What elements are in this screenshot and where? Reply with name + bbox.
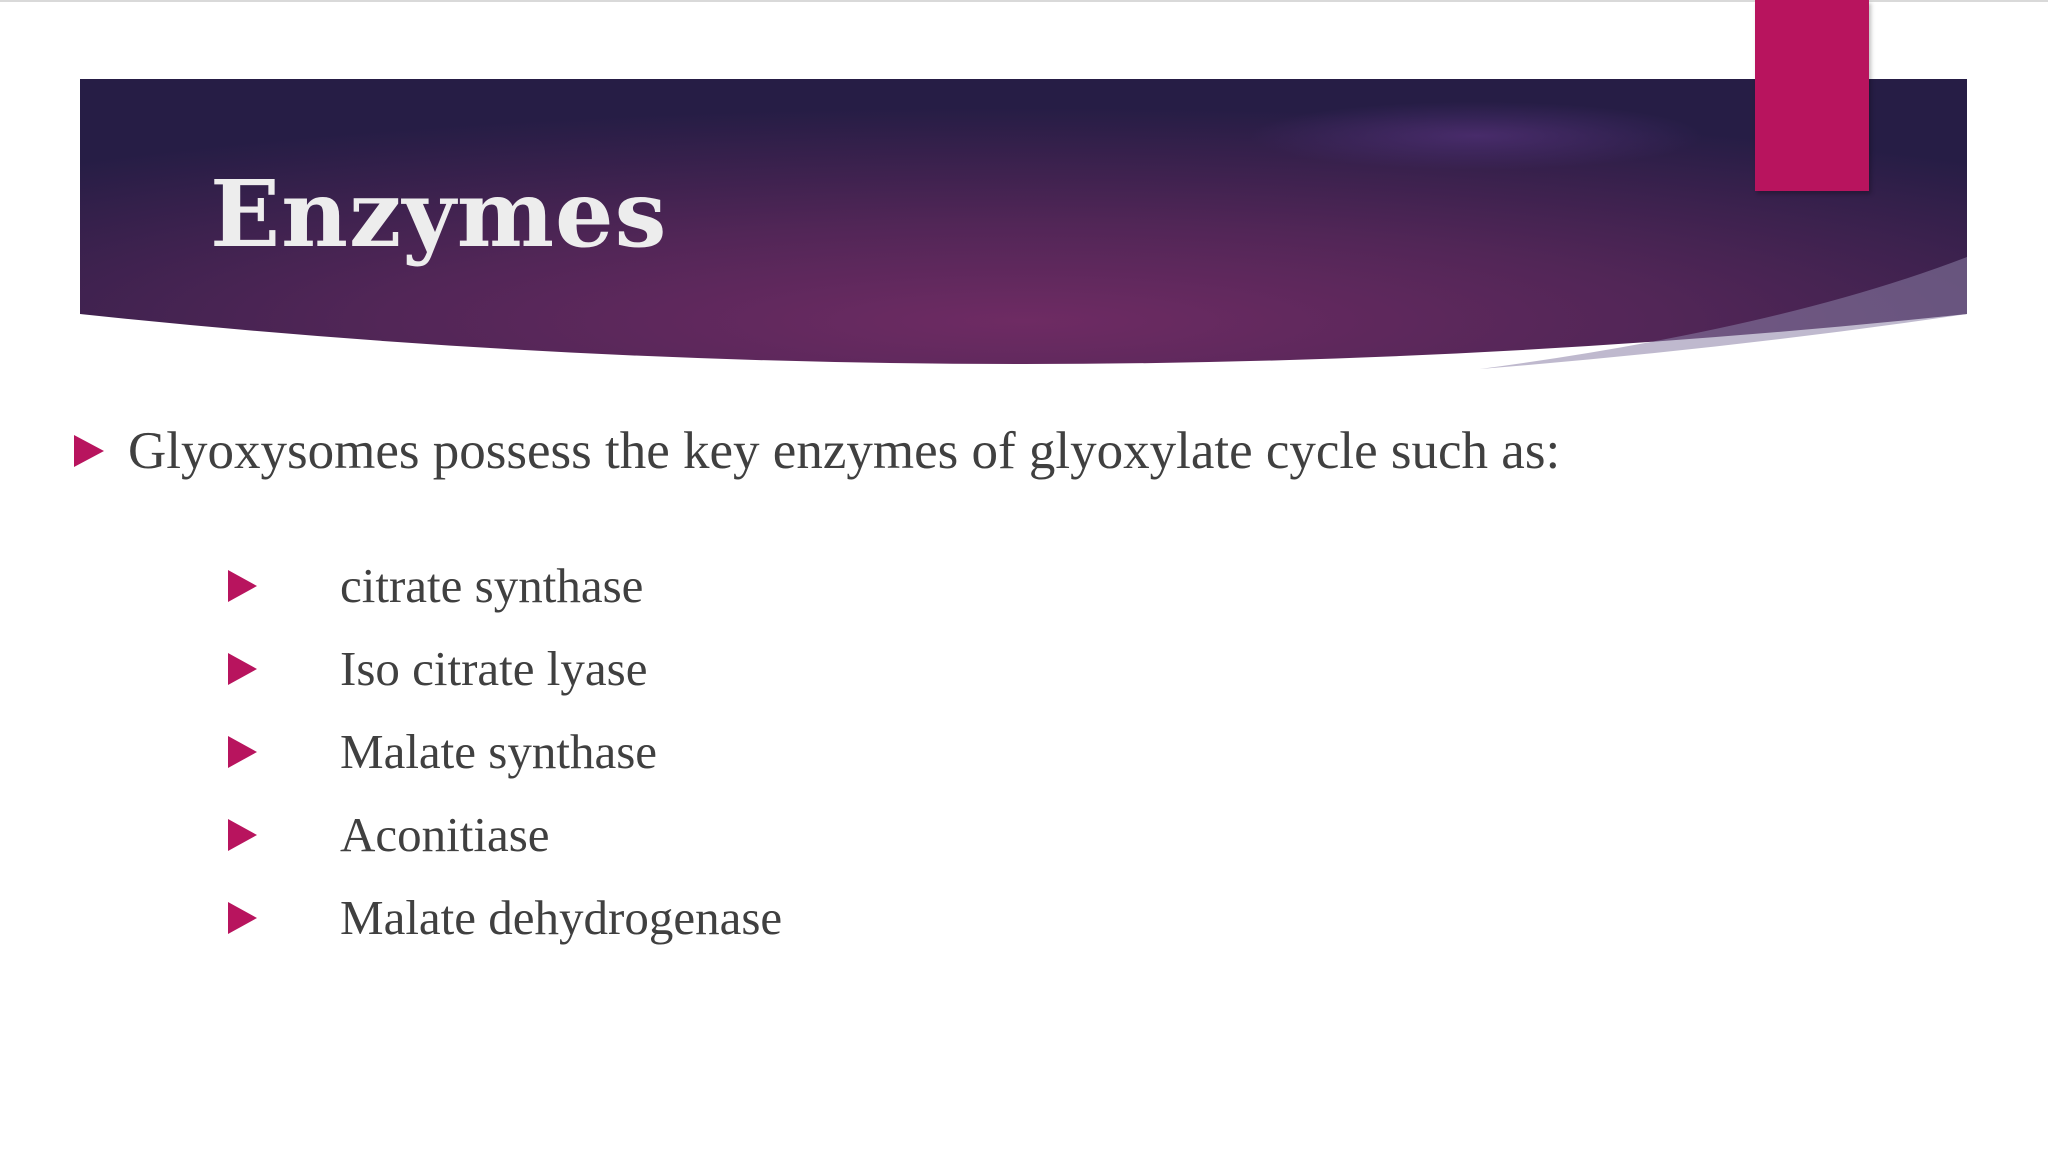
list-item — [228, 793, 782, 876]
top-divider — [0, 0, 2048, 2]
right-triangle-icon — [228, 736, 257, 768]
slide-title: Enzymes — [210, 160, 668, 268]
list-item-text: Iso citrate lyase — [340, 640, 648, 696]
main-bullet — [74, 418, 1560, 484]
list-item — [228, 627, 782, 710]
list-item — [228, 710, 782, 793]
list-item — [228, 876, 782, 959]
right-triangle-icon — [228, 653, 257, 685]
list-item — [228, 544, 782, 627]
right-triangle-icon — [228, 819, 257, 851]
accent-tab — [1755, 0, 1869, 191]
right-triangle-icon — [228, 902, 257, 934]
right-triangle-icon — [228, 570, 257, 602]
list-item-text: Aconitiase — [340, 806, 550, 862]
list-item-text: Malate dehydrogenase — [340, 889, 783, 945]
list-item-text: Malate synthase — [340, 723, 658, 779]
enzyme-list — [228, 544, 782, 959]
right-triangle-icon — [74, 435, 104, 467]
list-item-text: citrate synthase — [340, 557, 644, 613]
main-bullet-text: Glyoxysomes possess the key enzymes of glyoxylate cycle such as: — [128, 422, 1561, 480]
